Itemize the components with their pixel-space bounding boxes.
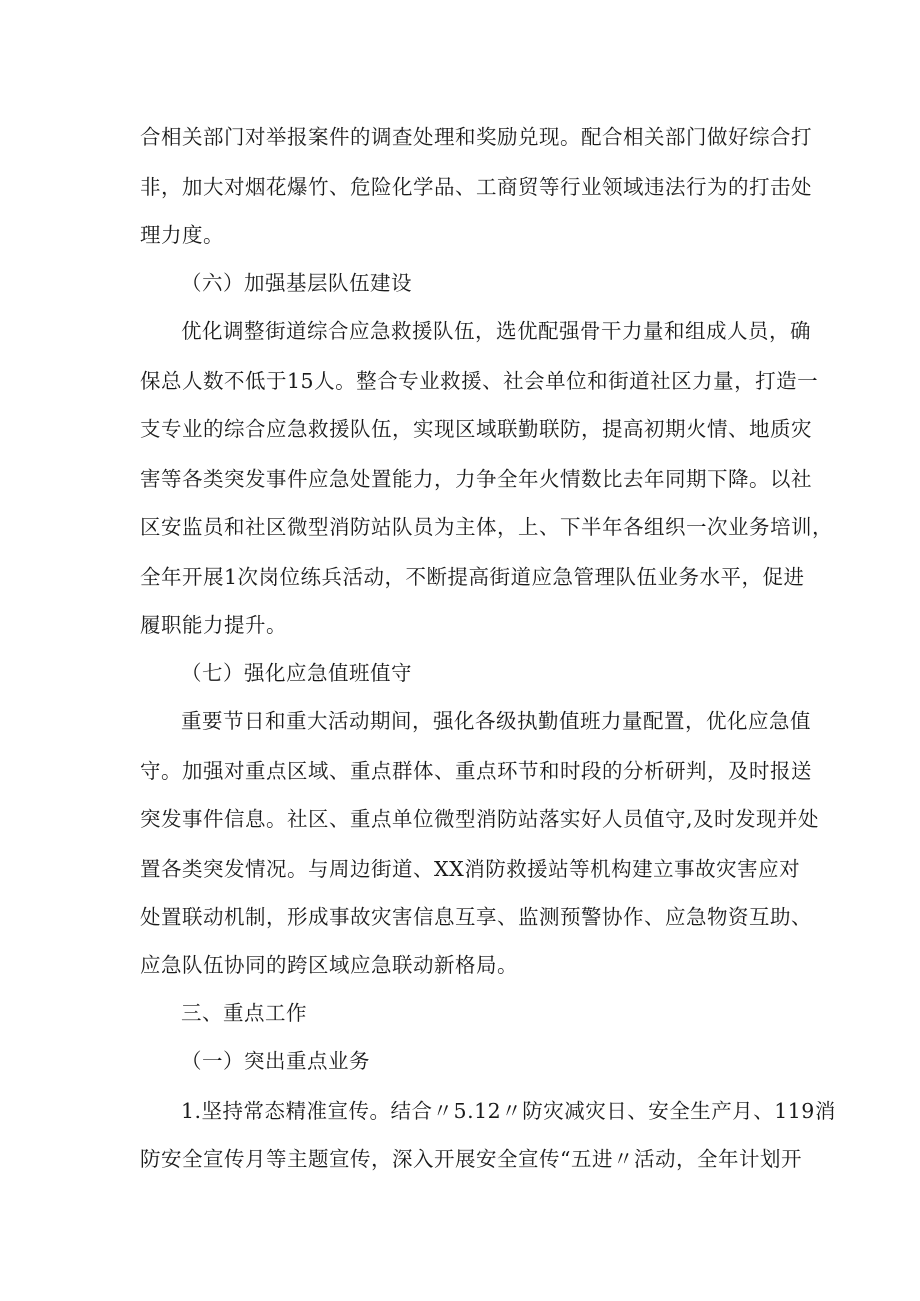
body-line: 支专业的综合应急救援队伍，实现区域联勤联防，提高初期火情、地质灾 [140,417,812,441]
section-heading-one: （一）突出重点业务 [181,1049,370,1073]
chapter-heading-three: 三、重点工作 [181,1001,307,1025]
body-line: 守。加强对重点区域、重点群体、重点环节和时段的分析研判，及时报送 [140,759,812,783]
body-line: 置各类突发情况。与周边街道、XX消防救援站等机构建立事故灾害应对 [140,857,801,881]
body-line: 处置联动机制，形成事故灾害信息互享、监测预警协作、应急物资互助、 [140,905,812,929]
body-line: 非，加大对烟花爆竹、危险化学品、工商贸等行业领域违法行为的打击处 [140,175,812,199]
body-line: 重要节日和重大活动期间，强化各级执勤值班力量配置，优化应急值 [181,709,811,733]
section-heading-six: （六）加强基层队伍建设 [181,271,412,295]
body-line: 害等各类突发事件应急处置能力，力争全年火情数比去年同期下降。以社 [140,467,812,491]
body-line: 防安全宣传月等主题宣传，深入开展安全宣传“五进〃活动，全年计划开 [140,1147,802,1171]
body-line: 突发事件信息。社区、重点单位微型消防站落实好人员值守,及时发现并处 [140,807,820,831]
body-line: 1.坚持常态精准宣传。结合〃5.12〃防灾减灾日、安全生产月、119消 [181,1099,836,1123]
body-line: 区安监员和社区微型消防站队员为主体，上、下半年各组织一次业务培训， [140,515,833,539]
body-line: 保总人数不低于15人。整合专业救援、社会单位和街道社区力量，打造一 [140,369,819,393]
body-line: 合相关部门对举报案件的调查处理和奖励兑现。配合相关部门做好综合打 [140,125,812,149]
section-heading-seven: （七）强化应急值班值守 [181,661,412,685]
body-line: 理力度。 [140,223,224,247]
body-line: 全年开展1次岗位练兵活动，不断提高街道应急管理队伍业务水平，促进 [140,565,805,589]
body-line: 履职能力提升。 [140,613,287,637]
body-line: 优化调整街道综合应急救援队伍，选优配强骨干力量和组成人员，确 [181,319,811,343]
body-line: 应急队伍协同的跨区域应急联动新格局。 [140,953,518,977]
